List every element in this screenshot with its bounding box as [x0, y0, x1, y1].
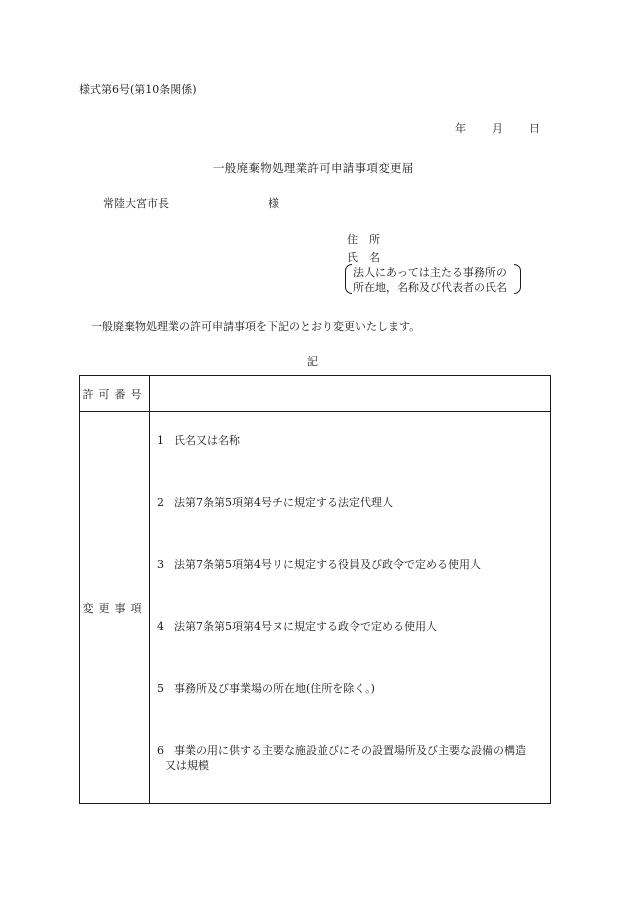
- address-label: 住 所: [347, 233, 380, 246]
- change-item-3: [157, 557, 552, 572]
- change-item-text-continued: 又は規模: [165, 759, 209, 772]
- change-statement: 一般廃棄物処理業の許可申請事項を下記のとおり変更いたします。: [91, 320, 421, 333]
- addressee-name: 常陸大宮市長: [103, 197, 169, 210]
- date-month-label: 月: [492, 122, 503, 135]
- change-item-number: 1: [157, 434, 164, 447]
- change-item-1: [157, 433, 552, 448]
- ki-heading: 記: [307, 355, 318, 368]
- document-title: 一般廃棄物処理業許可申請事項変更届: [213, 161, 414, 175]
- change-item-text: 法第7条第5項第4号リに規定する役員及び政令で定める使用人: [174, 558, 481, 571]
- date-day-label: 日: [529, 122, 540, 135]
- change-items-row: [80, 412, 551, 804]
- change-item-number: 6: [157, 744, 164, 757]
- change-item-text: 法第7条第5項第4号チに規定する法定代理人: [174, 496, 393, 509]
- change-item-5: [157, 681, 552, 696]
- change-items-list: [150, 412, 550, 803]
- addressee-honorific: 様: [268, 197, 279, 210]
- left-bracket: [345, 264, 352, 294]
- permit-number-value[interactable]: [150, 376, 551, 412]
- change-item-text: 事務所及び事業場の所在地(住所を除く。): [174, 682, 375, 695]
- change-items-label: 変更事項: [80, 412, 150, 804]
- right-bracket: [514, 264, 521, 294]
- change-item-number: 2: [157, 496, 164, 509]
- permit-number-label: 許可番号: [80, 376, 150, 412]
- change-item-number: 5: [157, 682, 164, 695]
- form-number: 様式第6号(第10条関係): [79, 83, 197, 96]
- change-item-number: 4: [157, 620, 164, 633]
- change-item-text: 氏名又は名称: [174, 434, 240, 447]
- name-label: 氏 名: [347, 251, 380, 264]
- change-items-cell[interactable]: [150, 412, 551, 804]
- change-item-number: 3: [157, 558, 164, 571]
- corporate-note: [345, 264, 521, 294]
- change-item-text: 法第7条第5項第4号ヌに規定する政令で定める使用人: [174, 620, 437, 633]
- change-form-table: [79, 375, 551, 804]
- corporate-note-line2: 所在地，名称及び代表者の氏名: [353, 281, 507, 294]
- date-year-label: 年: [455, 122, 466, 135]
- change-item-6: [157, 743, 552, 773]
- change-item-4: [157, 619, 552, 634]
- corporate-note-line1: 法人にあっては主たる事務所の: [353, 266, 507, 279]
- change-item-text: 事業の用に供する主要な施設並びにその設置場所及び主要な設備の構造: [174, 744, 526, 757]
- date-line: [455, 120, 540, 136]
- permit-number-row: [80, 376, 551, 412]
- change-item-2: [157, 495, 552, 510]
